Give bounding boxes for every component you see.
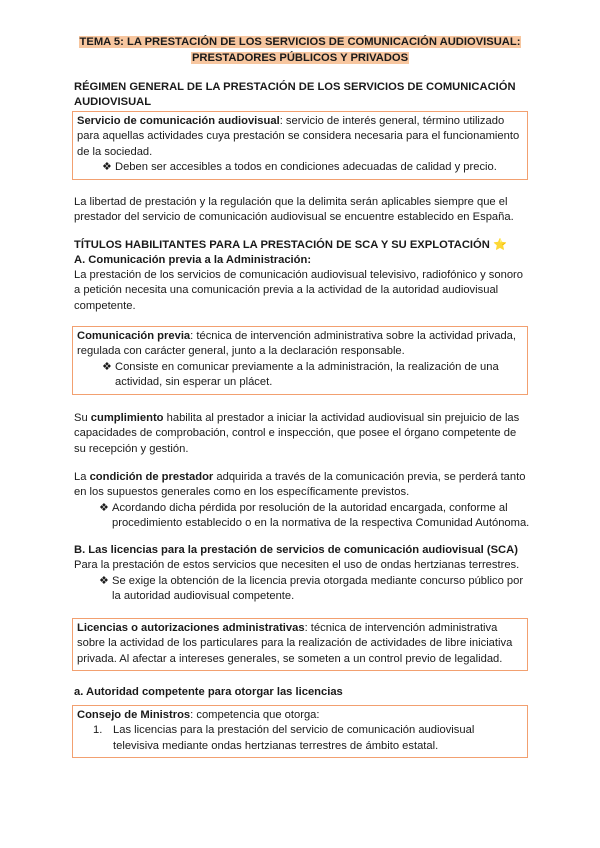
definition-box-licencias	[72, 618, 528, 671]
definition-term: Servicio de comunicación audiovisual	[77, 115, 280, 127]
page-title	[74, 34, 526, 66]
definition-text: Licencias o autorizaciones administrativas: técnica de intervención administrativa sobre la actividad de los particulares para la realización de actividades de libre iniciativa privada. Al afectar a intereses generales, se someten a un control previo de legalidad.	[77, 622, 513, 665]
definition-box-consejo	[72, 705, 528, 758]
definition-term: Licencias o autorizaciones administrativas	[77, 622, 305, 634]
definition-box-servicio	[72, 111, 528, 180]
definition-term: Consejo de Ministros	[77, 709, 191, 721]
paragraph-comunicacion-previa: La prestación de los servicios de comunicación audiovisual televisivo, radiofónico y sonoro a petición necesita una comunicación previa a la actividad de la autoridad audiovisual competente.	[74, 269, 523, 312]
diamond-bullet-icon: ❖	[98, 501, 110, 514]
subheading-b: B. Las licencias para la prestación de servicios de comunicación audiovisual (SCA)	[74, 544, 518, 556]
numbered-item: 1. Las licencias para la prestación del servicio de comunicación audiovisual televisiva mediante ondas hertzianas terrestres de ámbito estatal.	[77, 723, 523, 754]
paragraph-condicion: La condición de prestador adquirida a través de la comunicación previa, se perderá tanto en los supuestos generales como en los específicamente previstos. ❖ Acordando dicha pérdida por resolución de la autoridad encargada, conforme al procedimiento establecido o en la normativa de la respectiva Comunidad Autónoma.	[74, 470, 530, 532]
definition-text: Comunicación previa: técnica de intervención administrativa sobre la actividad privada, regulada con carácter general, junto a la declaración responsable.	[77, 330, 517, 358]
subheading-autoridad: a. Autoridad competente para otorgar las licencias	[74, 686, 343, 698]
definition-box-comunicacion-previa	[72, 326, 528, 395]
diamond-bullet-icon: ❖	[98, 574, 110, 587]
item-number: 1.	[93, 724, 103, 737]
diamond-bullet-icon: ❖	[101, 161, 113, 174]
section-heading-titulos: TÍTULOS HABILITANTES PARA LA PRESTACIÓN DE SCA Y SU EXPLOTACIÓN ⭐	[74, 239, 507, 251]
title-line-1: TEMA 5: LA PRESTACIÓN DE LOS SERVICIOS DE COMUNICACIÓN AUDIOVISUAL:	[79, 36, 521, 48]
subheading-a: A. Comunicación previa a la Administración:	[74, 254, 312, 266]
section-licencias: B. Las licencias para la prestación de servicios de comunicación audiovisual (SCA) Para la prestación de estos servicios que necesiten el uso de ondas hertzianas terrestres. ❖ Se exige la obtención de la licencia previa otorgada mediante concurso público por la autoridad audiovisual competente.	[74, 543, 530, 605]
title-line-2: PRESTADORES PÚBLICOS Y PRIVADOS	[191, 52, 409, 64]
diamond-bullet-icon: ❖	[101, 360, 113, 373]
list-item: ❖ Se exige la obtención de la licencia previa otorgada mediante concurso público por la autoridad audiovisual competente.	[74, 574, 530, 605]
list-item: ❖ Acordando dicha pérdida por resolución de la autoridad encargada, conforme al procedimiento establecido o en la normativa de la respectiva Comunidad Autónoma.	[74, 501, 530, 532]
paragraph-cumplimiento: Su cumplimiento habilita al prestador a iniciar la actividad audiovisual sin prejuicio de las capacidades de comprobación, control e inspección, que posee el órgano competente de su recepción y gestión.	[74, 412, 520, 455]
list-item: ❖ Consiste en comunicar previamente a la administración, la realización de una actividad, sin esperar un plácet.	[77, 360, 523, 391]
star-icon: ⭐	[492, 239, 507, 251]
paragraph-libertad: La libertad de prestación y la regulación que la delimita serán aplicables siempre que el prestador del servicio de comunicación audiovisual se encuentre establecido en España.	[74, 196, 514, 224]
definition-text: Servicio de comunicación audiovisual: servicio de interés general, término utilizado para aquellas actividades cuya prestación se considera necesaria para el funcionamiento de la sociedad.	[77, 115, 520, 158]
list-item: ❖ Deben ser accesibles a todos en condiciones adecuadas de calidad y precio.	[77, 160, 523, 175]
definition-text: Consejo de Ministros: competencia que otorga:	[77, 709, 320, 721]
section-heading-regimen: RÉGIMEN GENERAL DE LA PRESTACIÓN DE LOS SERVICIOS DE COMUNICACIÓN AUDIOVISUAL	[74, 81, 516, 109]
definition-term: Comunicación previa	[77, 330, 191, 342]
